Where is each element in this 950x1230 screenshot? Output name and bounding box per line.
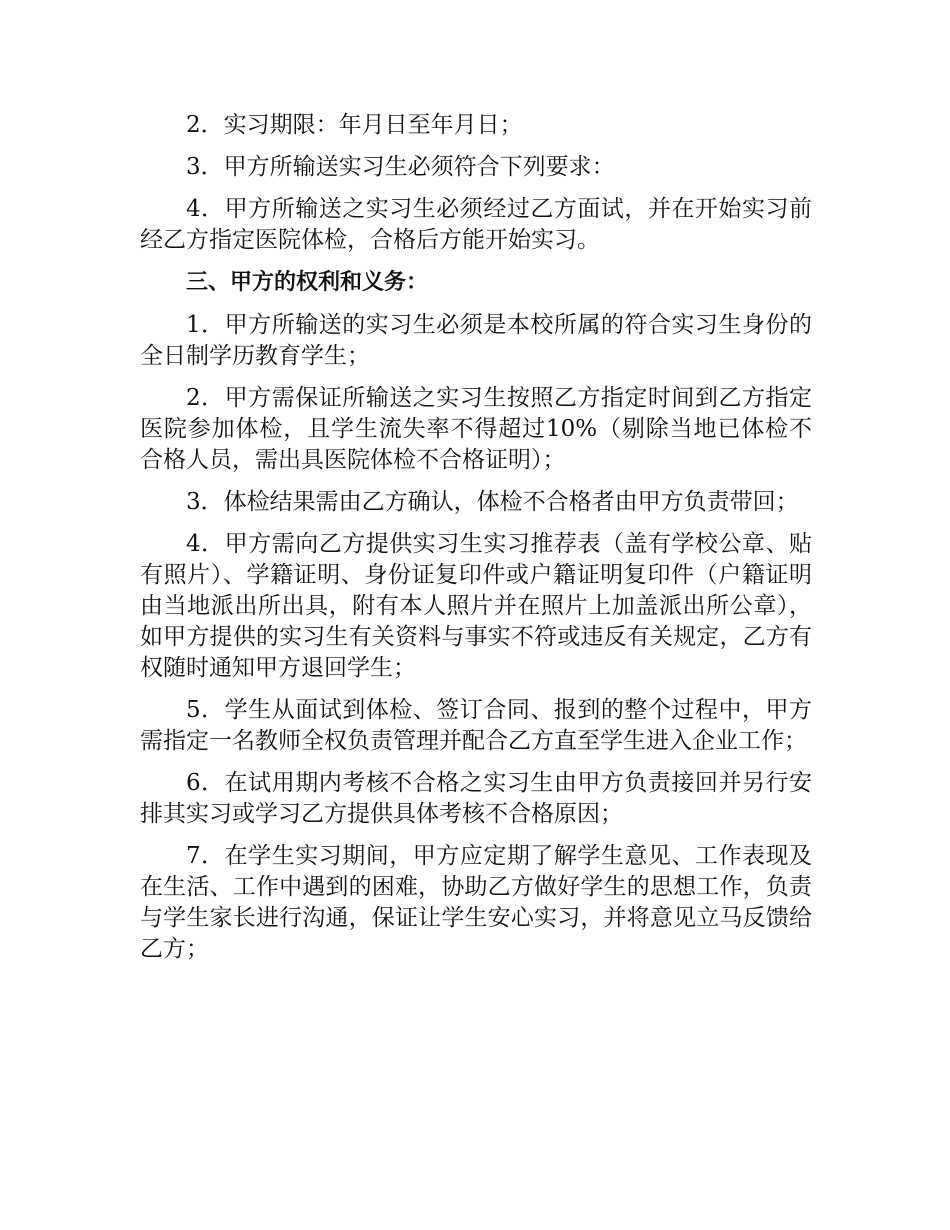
clause-4-interview-checkup: 4．甲方所输送之实习生必须经过乙方面试，并在开始实习前经乙方指定医院体检，合格后方能开始实习。 xyxy=(140,196,812,253)
document-page xyxy=(140,110,812,976)
section-clause-4: 4．甲方需向乙方提供实习生实习推荐表（盖有学校公章、贴有照片）、学籍证明、身份证复印件或户籍证明复印件（户籍证明由当地派出所出具，附有本人照片并在照片上加盖派出所公章），如甲方提供的实习生有关资料与事实不符或违反有关规定，乙方有权随时通知甲方退回学生； xyxy=(140,531,812,681)
section-clause-1: 1．甲方所输送的实习生必须是本校所属的符合实习生身份的全日制学历教育学生； xyxy=(140,312,812,369)
clause-2-internship-period: 2．实习期限：年月日至年月日； xyxy=(186,112,523,138)
section-clause-3: 3．体检结果需由乙方确认，体检不合格者由甲方负责带回； xyxy=(186,489,799,515)
section-clause-2: 2．甲方需保证所输送之实习生按照乙方指定时间到乙方指定医院参加体检，且学生流失率不得超过10%（剔除当地已体检不合格人员，需出具医院体检不合格证明）； xyxy=(140,385,812,473)
clause-3-requirements: 3．甲方所输送实习生必须符合下列要求： xyxy=(186,154,615,180)
section-clause-7: 7．在学生实习期间，甲方应定期了解学生意见、工作表现及在生活、工作中遇到的困难，协助乙方做好学生的思想工作，负责与学生家长进行沟通，保证让学生安心实习，并将意见立马反馈给乙方； xyxy=(140,843,812,962)
section-clause-6: 6．在试用期内考核不合格之实习生由甲方负责接回并另行安排其实习或学习乙方提供具体考核不合格原因； xyxy=(140,770,812,827)
section-clause-5: 5．学生从面试到体检、签订合同、报到的整个过程中，甲方需指定一名教师全权负责管理并配合乙方直至学生进入企业工作； xyxy=(140,697,812,754)
section-heading-party-a-rights: 三、甲方的权利和义务： xyxy=(186,270,429,295)
